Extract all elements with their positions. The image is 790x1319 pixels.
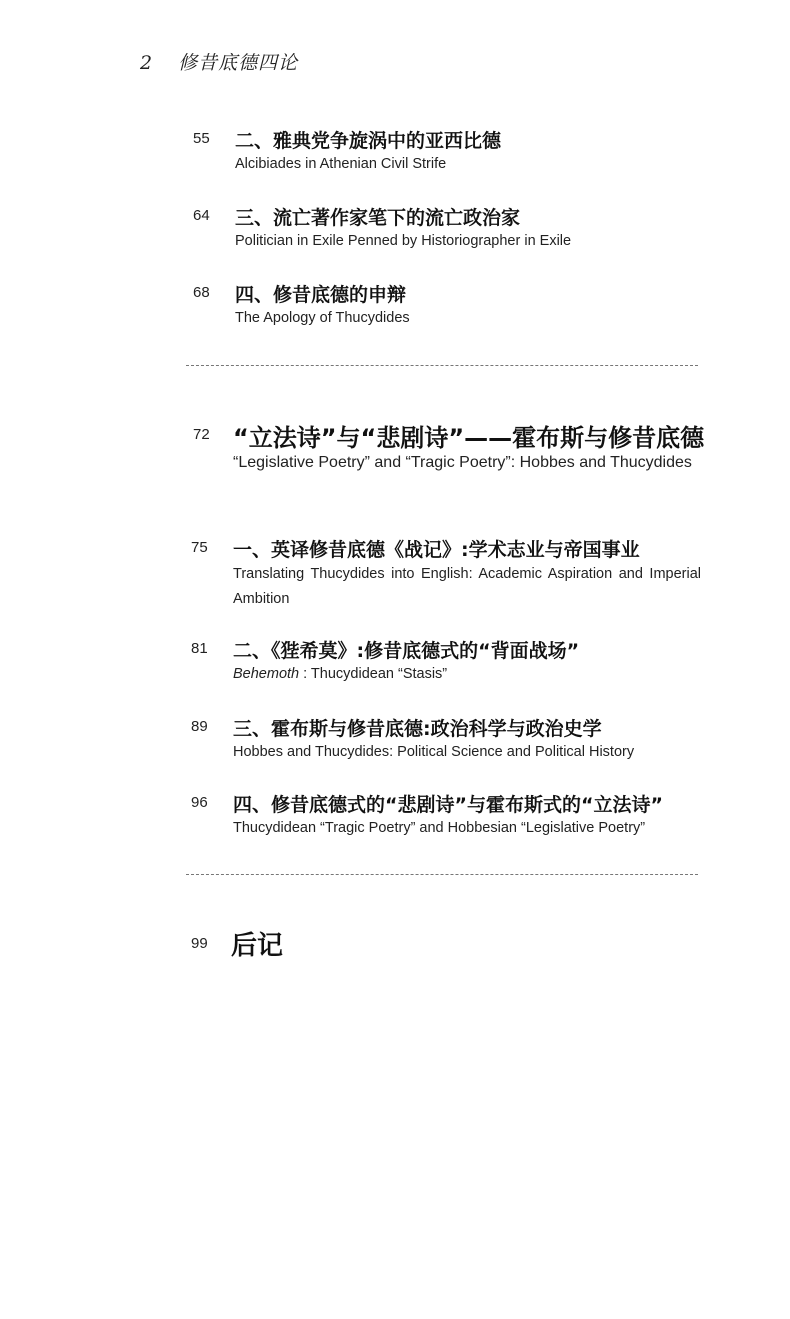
toc-title-en: Thucydidean “Tragic Poetry” and Hobbesian “Legislative Poetry” xyxy=(233,820,646,836)
toc-title-zh: 一、英译修昔底德《战记》:学术志业与帝国事业 xyxy=(233,539,640,561)
header-book-title: 修昔底德四论 xyxy=(178,52,299,74)
toc-title-zh: 三、流亡著作家笔下的流亡政治家 xyxy=(235,207,521,229)
chapter-title-en: “Legislative Poetry” and “Tragic Poetry”: Hobbes and Thucydides xyxy=(233,454,692,471)
toc-title-zh: 三、霍布斯与修昔底德:政治科学与政治史学 xyxy=(233,718,602,740)
toc-page-number: 81 xyxy=(191,640,208,657)
toc-page-number: 99 xyxy=(191,935,208,952)
toc-title-zh: 二、《狴希莫》:修昔底德式的“背面战场” xyxy=(233,640,580,662)
toc-page-number: 55 xyxy=(193,130,210,147)
chapter-title-zh: “立法诗”与“悲剧诗”——霍布斯与修昔底德 xyxy=(233,424,705,452)
section-divider xyxy=(186,874,698,875)
toc-page-number: 68 xyxy=(193,284,210,301)
header-page-number: 2 xyxy=(140,52,154,74)
toc-title-zh: 二、雅典党争旋涡中的亚西比德 xyxy=(235,130,502,152)
toc-page-number: 89 xyxy=(191,718,208,735)
toc-title-en: The Apology of Thucydides xyxy=(235,310,410,326)
toc-title-zh: 四、修昔底德的申辩 xyxy=(235,284,407,306)
afterword-title: 后记 xyxy=(231,931,284,961)
toc-page-number: 75 xyxy=(191,539,208,556)
toc-title-en: Politician in Exile Penned by Historiographer in Exile xyxy=(235,233,572,249)
toc-title-en-rest: : Thucydidean “Stasis” xyxy=(299,666,448,682)
running-head xyxy=(140,48,298,75)
toc-page-number: 64 xyxy=(193,207,210,224)
toc-title-en: Translating Thucydides into English: Academic Aspiration and Imperial Ambition xyxy=(233,566,701,607)
toc-page-number: 72 xyxy=(193,426,210,443)
section-divider xyxy=(186,365,698,366)
toc-title-en xyxy=(233,666,447,682)
toc-title-en-italic: Behemoth xyxy=(233,666,300,682)
toc-title-en: Alcibiades in Athenian Civil Strife xyxy=(235,156,447,172)
toc-page-number: 96 xyxy=(191,794,208,811)
toc-title-en: Hobbes and Thucydides: Political Science and Political History xyxy=(233,744,635,760)
toc-title-zh: 四、修昔底德式的“悲剧诗”与霍布斯式的“立法诗” xyxy=(233,794,663,816)
